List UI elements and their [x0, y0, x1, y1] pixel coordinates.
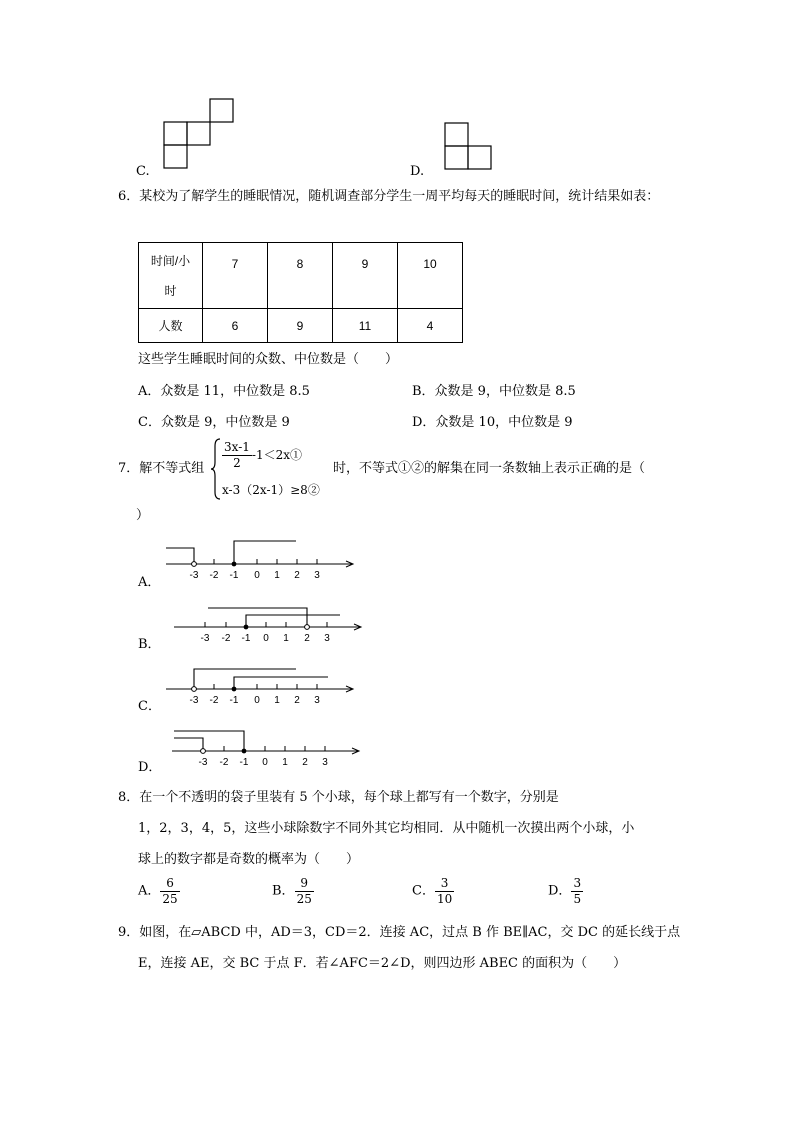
inequality-system	[210, 438, 336, 500]
q8-option-c[interactable]	[412, 876, 454, 907]
tick-label: -1	[229, 570, 239, 581]
tick-label: 0	[254, 695, 260, 706]
tick-label: 0	[254, 570, 260, 581]
tick-label: 3	[314, 570, 320, 581]
tick-label: 3	[322, 757, 328, 768]
tick-label: 0	[263, 633, 269, 644]
q8-line1: 8．在一个不透明的袋子里装有 5 个小球，每个球上都写有一个数字，分别是	[118, 790, 559, 805]
table-header-hours-line1: 时间/小	[150, 253, 191, 268]
option-label: A．	[138, 883, 161, 899]
q6-option-c[interactable]: C．众数是 9，中位数是 9	[138, 415, 290, 430]
number-line-c[interactable]	[160, 662, 360, 710]
table-header-hours	[139, 243, 203, 309]
inequality-1-rest: -1＜2x①	[251, 448, 302, 462]
tick-label: 2	[304, 633, 310, 644]
table-cell: 4	[398, 309, 463, 343]
table-header-hours-line2: 时	[164, 283, 177, 298]
tick-label: -3	[189, 570, 199, 581]
q8-line2: 1，2，3，4，5，这些小球除数字不同外其它均相同．从中随机一次摸出两个小球，小	[138, 821, 635, 836]
table-header-count: 人数	[139, 309, 203, 343]
fraction-denominator: 25	[296, 892, 312, 906]
tick-label: 0	[262, 757, 268, 768]
q8-option-d[interactable]	[548, 876, 583, 907]
fraction-numerator: 9	[295, 876, 314, 892]
fraction-numerator: 3	[573, 876, 582, 890]
tick-label: -1	[229, 695, 239, 706]
fraction-denominator: 25	[162, 892, 178, 906]
tick-label: -1	[241, 633, 251, 644]
q9-line2: E，连接 AE，交 BC 于点 F．若∠AFC＝2∠D，则四边形 ABEC 的面积为（ ）	[138, 956, 627, 971]
table-cell: 9	[268, 309, 333, 343]
q6-option-b[interactable]: B．众数是 9，中位数是 8.5	[412, 384, 576, 399]
tick-label: -3	[198, 757, 208, 768]
number-line-a[interactable]	[160, 535, 360, 585]
table-cell: 9	[333, 243, 398, 309]
q7-option-a-label[interactable]: A．	[138, 575, 161, 590]
tick-label: -2	[221, 633, 231, 644]
inequality-1	[222, 440, 302, 471]
tick-label: 2	[302, 757, 308, 768]
option-label: D．	[548, 883, 572, 899]
q7-closing: ）	[136, 508, 150, 523]
inequality-1-fraction	[222, 440, 252, 471]
left-brace-icon	[210, 438, 222, 500]
q7-option-d-label[interactable]: D．	[138, 760, 162, 775]
option-fraction	[160, 876, 179, 907]
fraction-numerator: 6	[160, 876, 179, 892]
option-fraction	[571, 876, 583, 907]
tick-label: 3	[314, 695, 320, 706]
fraction-denominator: 2	[233, 456, 241, 470]
tick-label: 1	[274, 570, 280, 581]
tick-label: 1	[274, 695, 280, 706]
tick-label: 1	[283, 633, 289, 644]
table-cell: 7	[203, 243, 268, 309]
q7-option-c-label[interactable]: C．	[138, 699, 161, 714]
q5-option-c-figure	[160, 97, 236, 171]
q9-line1: 9．如图，在▱ABCD 中，AD＝3，CD＝2．连接 AC，过点 B 作 BE∥AC，交 DC 的延长线于点	[118, 925, 681, 940]
option-label: C．	[412, 883, 435, 899]
q7-suffix: 时，不等式①②的解集在同一条数轴上表示正确的是（	[333, 461, 646, 476]
q5-option-d-label: D.	[410, 164, 425, 179]
q6-question: 这些学生睡眠时间的众数、中位数是（ ）	[138, 352, 399, 367]
q7-option-b-label[interactable]: B．	[138, 637, 161, 652]
tick-label: -3	[200, 633, 210, 644]
fraction-numerator: 3	[435, 876, 454, 892]
option-label: B．	[272, 883, 295, 899]
tick-label: -2	[209, 570, 219, 581]
q8-option-b[interactable]	[272, 876, 314, 907]
number-line-d[interactable]	[168, 724, 368, 772]
tick-label: -3	[189, 695, 199, 706]
sleep-table	[138, 242, 463, 343]
fraction-denominator: 10	[436, 892, 453, 906]
table-cell: 8	[268, 243, 333, 309]
tick-label: -2	[219, 757, 229, 768]
q6-stem: 6．某校为了解学生的睡眠情况，随机调查部分学生一周平均每天的睡眠时间，统计结果如表：	[118, 189, 660, 204]
q8-line3: 球上的数字都是奇数的概率为（ ）	[138, 852, 360, 867]
table-cell: 11	[333, 309, 398, 343]
table-cell: 6	[203, 309, 268, 343]
tick-label: 1	[282, 757, 288, 768]
q5-option-d-figure	[442, 121, 496, 173]
inequality-2: x-3（2x-1）≥8②	[222, 483, 320, 497]
tick-label: 2	[294, 570, 300, 581]
q5-option-c-label: C.	[136, 164, 150, 179]
option-fraction	[295, 876, 314, 907]
number-line-b[interactable]	[170, 603, 370, 651]
tick-label: -2	[209, 695, 219, 706]
option-fraction	[435, 876, 454, 907]
fraction-numerator: 3x-1	[224, 440, 250, 454]
tick-label: 2	[294, 695, 300, 706]
table-cell: 10	[398, 243, 463, 309]
tick-label: -1	[239, 757, 249, 768]
q7-prefix: 7．解不等式组	[118, 461, 205, 476]
fraction-denominator: 5	[573, 892, 582, 906]
tick-label: 3	[324, 633, 330, 644]
q8-option-a[interactable]	[138, 876, 180, 907]
q6-option-d[interactable]: D．众数是 10，中位数是 9	[412, 415, 573, 430]
q6-option-a[interactable]: A．众数是 11，中位数是 8.5	[138, 384, 310, 399]
